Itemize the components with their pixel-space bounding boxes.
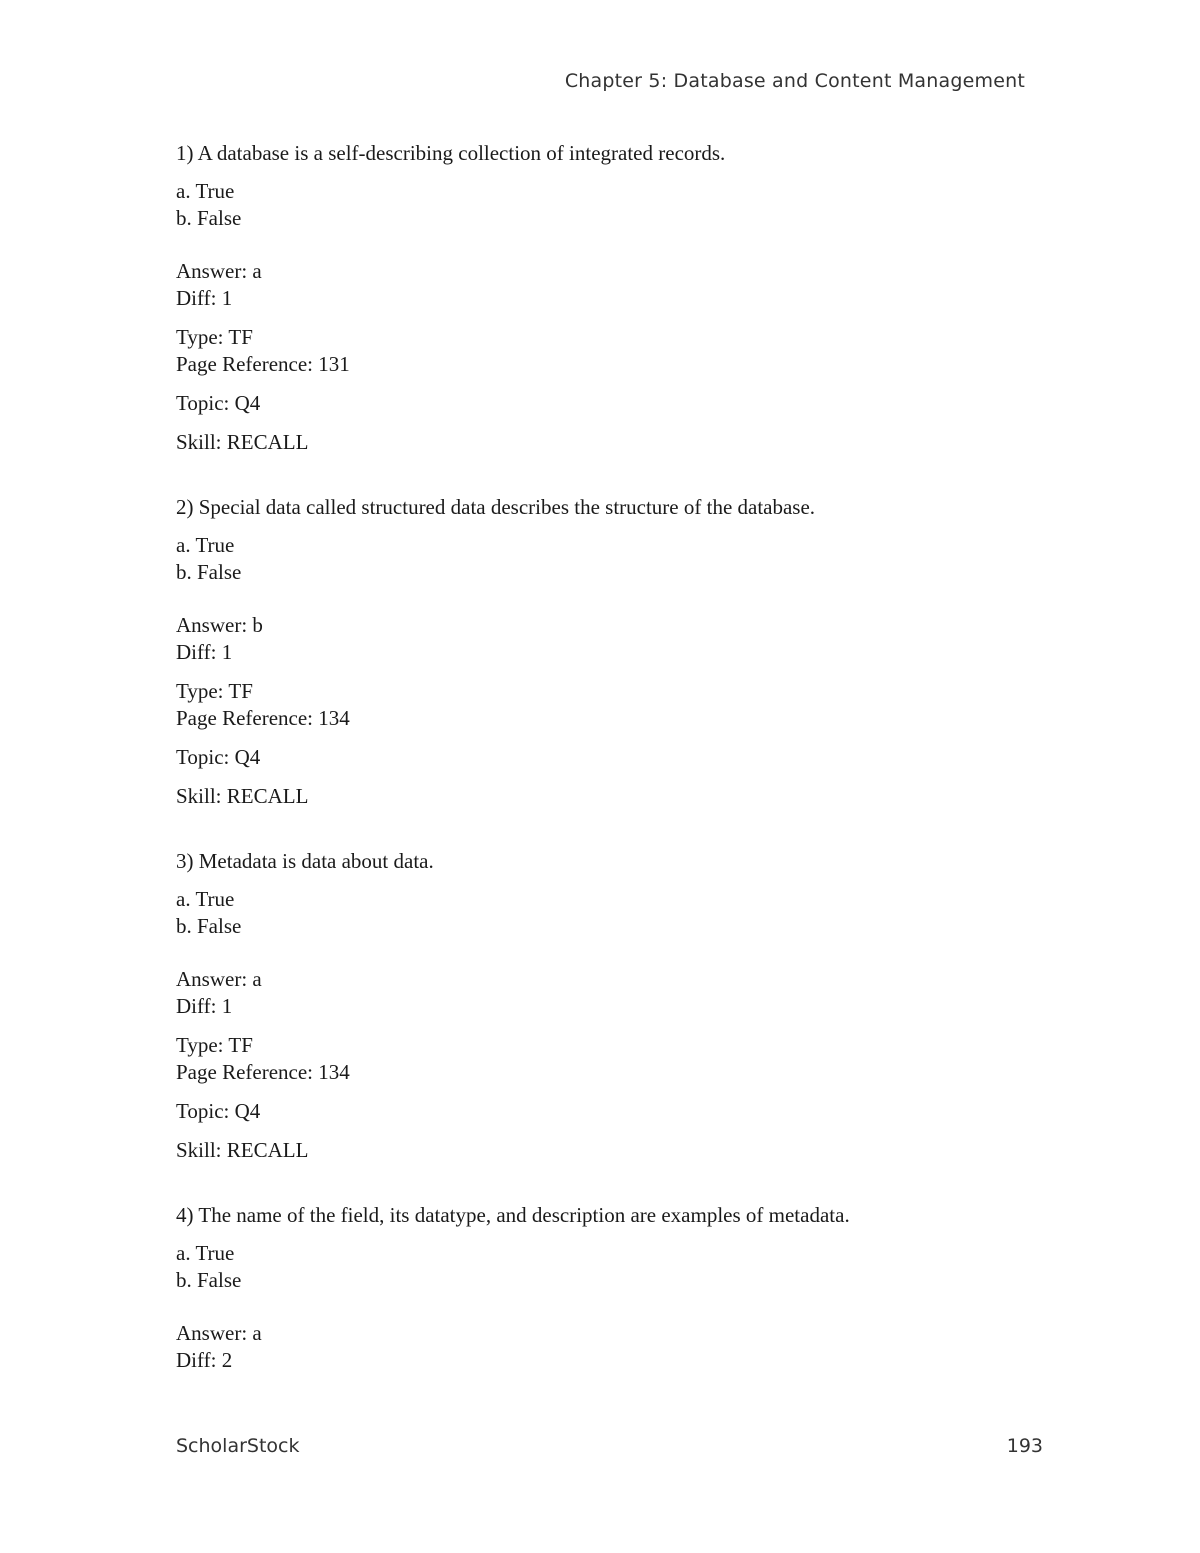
chapter-header: Chapter 5: Database and Content Management	[564, 70, 1025, 92]
question-4	[176, 1202, 1036, 1374]
question-options	[176, 532, 1036, 586]
difficulty: Diff: 2	[176, 1348, 233, 1372]
question-type: Type: TF	[176, 325, 253, 349]
skill: Skill: RECALL	[176, 1138, 309, 1162]
page-reference: Page Reference: 131	[176, 352, 350, 376]
question-list	[176, 140, 1036, 1386]
answer-block	[176, 966, 1036, 1020]
answer: Answer: a	[176, 1321, 262, 1345]
topic: Topic: Q4	[176, 391, 261, 415]
footer-source: ScholarStock	[176, 1435, 300, 1457]
question-type: Type: TF	[176, 679, 253, 703]
answer-block	[176, 258, 1036, 312]
answer-block	[176, 612, 1036, 666]
page-number: 193	[1006, 1435, 1043, 1457]
question-1	[176, 140, 1036, 456]
question-options	[176, 178, 1036, 232]
topic: Topic: Q4	[176, 745, 261, 769]
option-a: a. True	[176, 179, 235, 203]
question-options	[176, 886, 1036, 940]
question-options	[176, 1240, 1036, 1294]
answer: Answer: a	[176, 259, 262, 283]
topic: Topic: Q4	[176, 1099, 261, 1123]
skill: Skill: RECALL	[176, 430, 309, 454]
page-reference: Page Reference: 134	[176, 706, 350, 730]
option-a: a. True	[176, 887, 235, 911]
question-3	[176, 848, 1036, 1164]
type-block	[176, 678, 1036, 732]
option-b: b. False	[176, 1268, 242, 1292]
question-text: 3) Metadata is data about data.	[176, 849, 434, 873]
option-b: b. False	[176, 206, 242, 230]
question-text: 1) A database is a self-describing collection of integrated records.	[176, 141, 726, 165]
difficulty: Diff: 1	[176, 286, 233, 310]
question-type: Type: TF	[176, 1033, 253, 1057]
option-b: b. False	[176, 560, 242, 584]
option-a: a. True	[176, 533, 235, 557]
answer: Answer: b	[176, 613, 263, 637]
question-text: 2) Special data called structured data describes the structure of the database.	[176, 495, 816, 519]
option-b: b. False	[176, 914, 242, 938]
option-a: a. True	[176, 1241, 235, 1265]
question-2	[176, 494, 1036, 810]
type-block	[176, 324, 1036, 378]
difficulty: Diff: 1	[176, 640, 233, 664]
type-block	[176, 1032, 1036, 1086]
question-text: 4) The name of the field, its datatype, and description are examples of metadata.	[176, 1203, 850, 1227]
page-reference: Page Reference: 134	[176, 1060, 350, 1084]
difficulty: Diff: 1	[176, 994, 233, 1018]
answer: Answer: a	[176, 967, 262, 991]
skill: Skill: RECALL	[176, 784, 309, 808]
answer-block	[176, 1320, 1036, 1374]
